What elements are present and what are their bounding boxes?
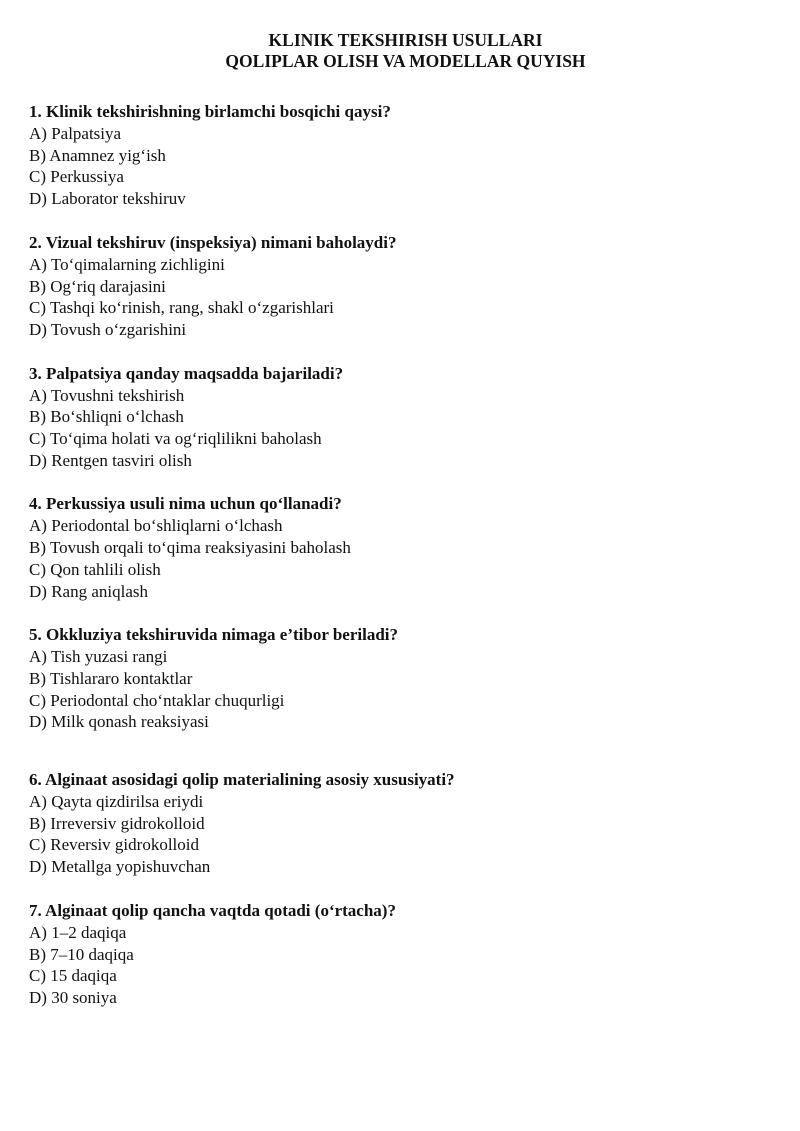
option-b: B) Og‘riq darajasini (29, 276, 166, 296)
question-2 (29, 232, 760, 341)
option-b: B) 7–10 daqiqa (29, 944, 134, 964)
option-c: C) Reversiv gidrokolloid (29, 835, 199, 855)
document-title: KLINIK TEKSHIRISH USULLARI (268, 30, 543, 50)
option-a: A) 1–2 daqiqa (29, 922, 127, 942)
option-c: C) 15 daqiqa (29, 966, 117, 986)
question-text: 7. Alginaat qolip qancha vaqtda qotadi (o‘rtacha)? (29, 900, 396, 920)
option-c: C) Tashqi ko‘rinish, rang, shakl o‘zgarishlari (29, 298, 334, 318)
question-text: 4. Perkussiya usuli nima uchun qo‘llanadi? (29, 494, 342, 514)
option-b: B) Bo‘shliqni o‘lchash (29, 407, 184, 427)
document-header (29, 30, 760, 72)
option-b: B) Irreversiv gidrokolloid (29, 813, 205, 833)
option-d: D) Tovush o‘zgarishini (29, 319, 187, 339)
question-3 (29, 363, 760, 472)
document-subtitle: QOLIPLAR OLISH VA MODELLAR QUYISH (225, 51, 586, 71)
question-7 (29, 900, 760, 1009)
option-c: C) Periodontal cho‘ntaklar chuqurligi (29, 690, 285, 710)
option-d: D) Laborator tekshiruv (29, 189, 186, 209)
option-d: D) Rentgen tasviri olish (29, 450, 192, 470)
option-d: D) Rang aniqlash (29, 581, 148, 601)
option-a: A) Qayta qizdirilsa eriydi (29, 792, 204, 812)
option-c: C) Perkussiya (29, 167, 124, 187)
option-b: B) Tishlararo kontaktlar (29, 668, 193, 688)
option-c: C) To‘qima holati va og‘riqlilikni baholash (29, 429, 322, 449)
option-d: D) Milk qonash reaksiyasi (29, 712, 209, 732)
question-6 (29, 769, 760, 878)
option-c: C) Qon tahlili olish (29, 559, 161, 579)
question-text: 6. Alginaat asosidagi qolip materialining asosiy xususiyati? (29, 770, 455, 790)
question-text: 3. Palpatsiya qanday maqsadda bajariladi? (29, 363, 344, 383)
option-b: B) Anamnez yig‘ish (29, 145, 166, 165)
option-d: D) Metallga yopishuvchan (29, 857, 211, 877)
option-b: B) Tovush orqali to‘qima reaksiyasini baholash (29, 538, 351, 558)
option-a: A) To‘qimalarning zichligini (29, 254, 225, 274)
option-a: A) Tovushni tekshirish (29, 385, 185, 405)
option-a: A) Tish yuzasi rangi (29, 647, 168, 667)
question-4 (29, 493, 760, 602)
question-text: 1. Klinik tekshirishning birlamchi bosqichi qaysi? (29, 102, 391, 121)
option-d: D) 30 soniya (29, 987, 117, 1007)
question-5 (29, 624, 760, 733)
option-a: A) Periodontal bo‘shliqlarni o‘lchash (29, 516, 283, 536)
question-text: 5. Okkluziya tekshiruvida nimaga e’tibor beriladi? (29, 625, 399, 645)
question-1 (29, 101, 760, 210)
question-text: 2. Vizual tekshiruv (inspeksiya) nimani baholaydi? (29, 232, 397, 252)
option-a: A) Palpatsiya (29, 124, 122, 143)
